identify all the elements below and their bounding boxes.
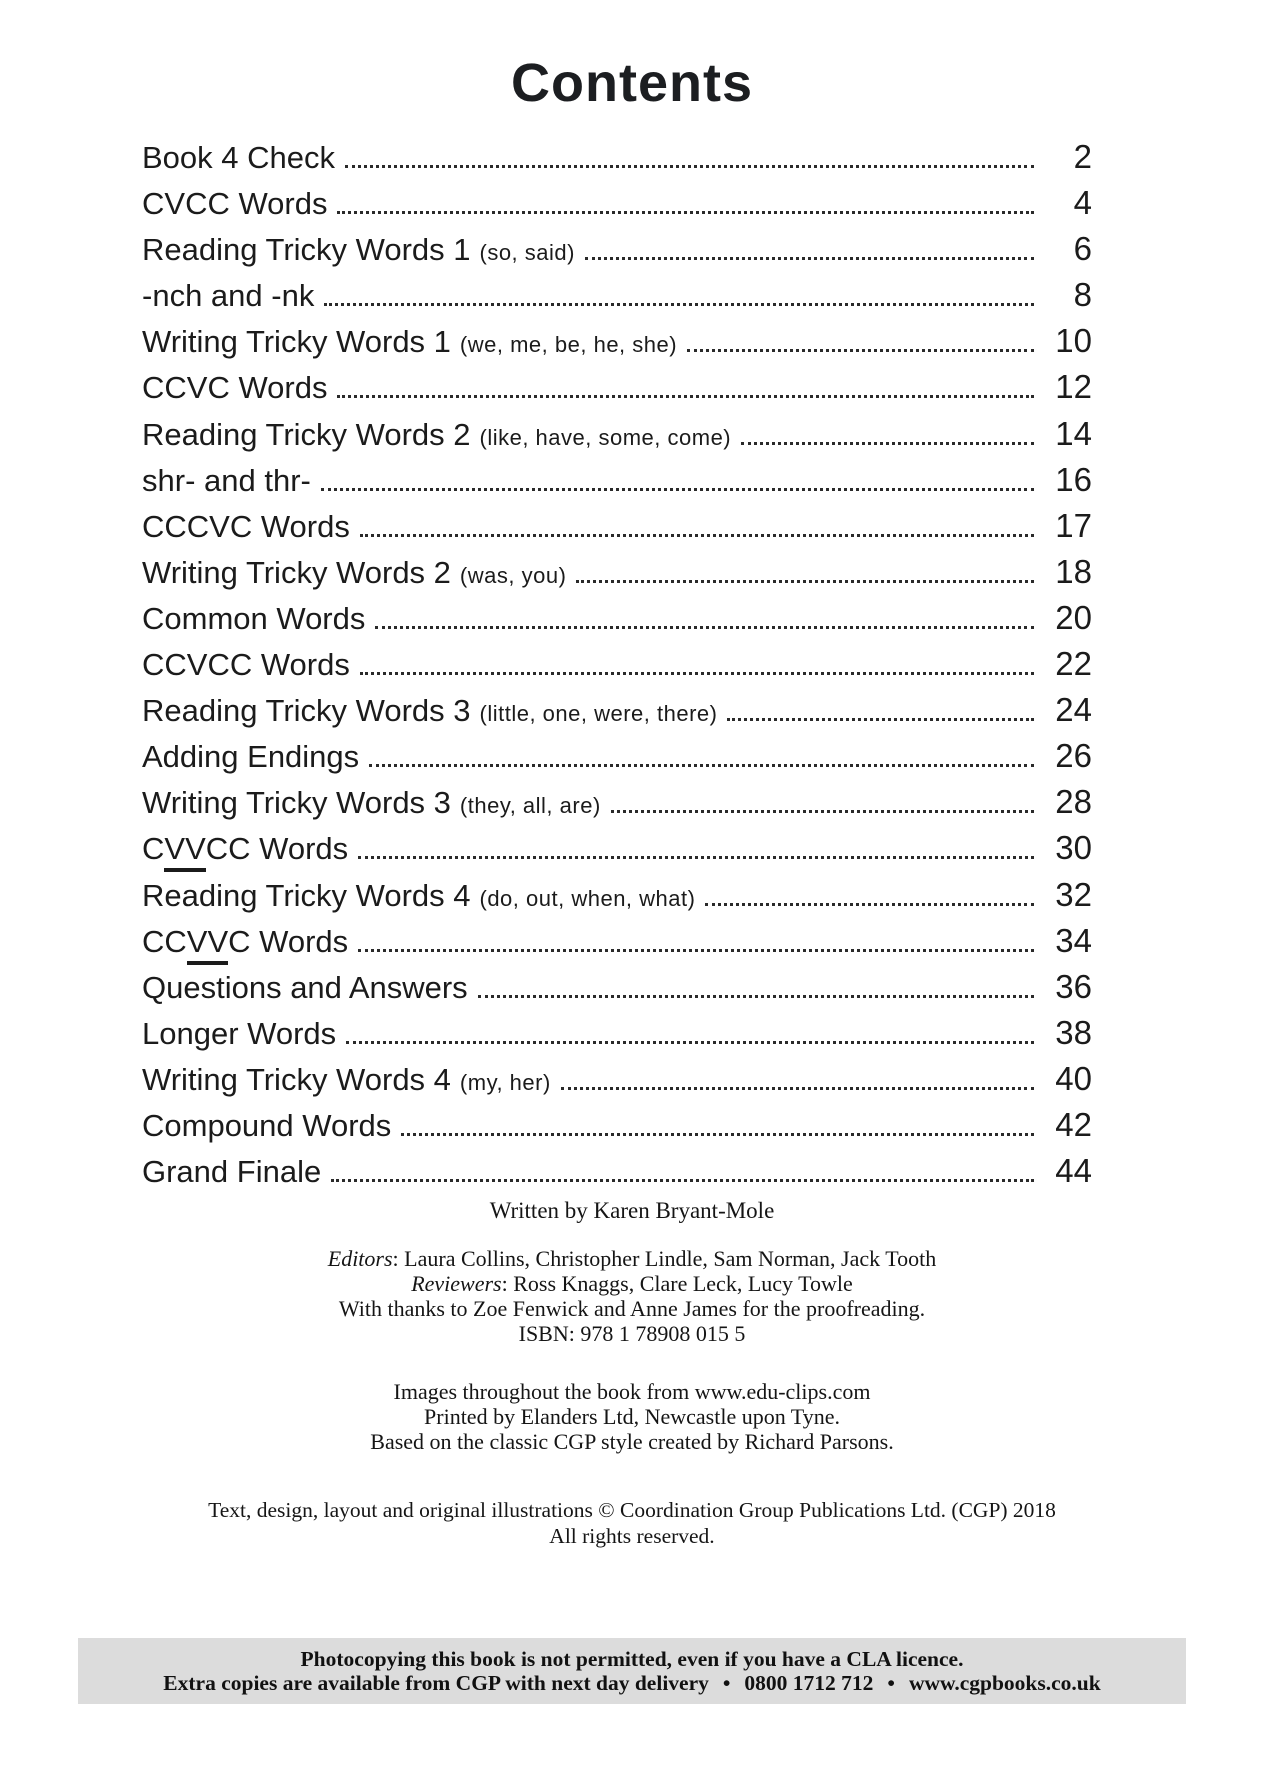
- toc-entry-label: [142, 186, 327, 222]
- toc-entry-label: [142, 1016, 336, 1052]
- dotted-leader: [369, 740, 1034, 767]
- toc-row: [142, 645, 1092, 691]
- toc-entry-note: (little, one, were, there): [479, 701, 718, 727]
- reviewers-names: : Ross Knaggs, Clare Leck, Lucy Towle: [501, 1271, 853, 1297]
- dotted-leader: [687, 325, 1034, 352]
- dotted-leader: [337, 187, 1034, 214]
- thanks-line: With thanks to Zoe Fenwick and Anne James for the proofreading.: [338, 1296, 926, 1322]
- toc-row: [142, 1152, 1092, 1198]
- toc-row: [142, 368, 1092, 414]
- editors-label: Editors: [327, 1246, 393, 1272]
- toc-row: [142, 461, 1092, 507]
- dotted-leader: [346, 1017, 1034, 1044]
- toc-row: [142, 230, 1092, 276]
- toc-page-number: 38: [1055, 1013, 1092, 1051]
- toc-entry-pre: C: [142, 831, 165, 867]
- toc-entry-pre: Grand Finale: [142, 1154, 322, 1190]
- credits-section: [0, 1198, 1264, 1549]
- toc-page-number: 6: [1073, 230, 1092, 268]
- toc-page-number: 8: [1073, 276, 1092, 314]
- printed-line: Printed by Elanders Ltd, Newcastle upon Tyne.: [424, 1404, 840, 1430]
- toc-row: [142, 599, 1092, 645]
- toc-page-number: 20: [1055, 598, 1092, 636]
- toc-row: [142, 1106, 1092, 1152]
- toc-entry-label: [142, 878, 695, 914]
- dotted-leader: [727, 694, 1034, 721]
- toc-entry-pre: CCVC Words: [142, 370, 328, 406]
- toc-row: [142, 829, 1092, 875]
- toc-entry-underlined: VV: [164, 831, 205, 872]
- toc-page-number: 10: [1055, 322, 1092, 360]
- toc-row: [142, 737, 1092, 783]
- toc-entry-label: [142, 140, 335, 176]
- toc-entry-post: CC Words: [205, 831, 349, 867]
- phone-number: 0800 1712 712: [744, 1670, 874, 1695]
- dotted-leader: [585, 233, 1034, 260]
- toc-entry-pre: Questions and Answers: [142, 969, 468, 1005]
- toc-entry-pre: Writing Tricky Words 1: [142, 324, 451, 360]
- toc-page-number: 24: [1055, 691, 1092, 729]
- toc-row: [142, 922, 1092, 968]
- dotted-leader: [345, 141, 1034, 168]
- toc-entry-note: (they, all, are): [459, 793, 601, 819]
- rights-line: All rights reserved.: [549, 1524, 715, 1549]
- toc-entry-label: [142, 232, 575, 268]
- toc-entry-label: [142, 278, 314, 314]
- based-line: Based on the classic CGP style created by Richard Parsons.: [370, 1429, 894, 1455]
- copyright-block: [0, 1497, 1264, 1549]
- toc-entry-underlined: VV: [187, 924, 228, 965]
- dotted-leader: [360, 510, 1034, 537]
- toc-entry-label: [142, 370, 327, 406]
- toc-page-number: 17: [1055, 506, 1092, 544]
- toc-entry-label: [142, 417, 731, 453]
- author-line: Written by Karen Bryant-Mole: [489, 1198, 775, 1224]
- toc-entry-label: [142, 1062, 551, 1098]
- website: www.cgpbooks.co.uk: [908, 1670, 1101, 1695]
- toc-entry-pre: CCVCC Words: [142, 647, 350, 683]
- toc-entry-label: [142, 509, 350, 545]
- toc-entry-pre: CCCVC Words: [142, 508, 350, 544]
- toc-page-number: 12: [1055, 368, 1092, 406]
- toc-entry-note: (my, her): [459, 1069, 551, 1095]
- toc-page-number: 34: [1055, 921, 1092, 959]
- dotted-leader: [401, 1109, 1034, 1136]
- dotted-leader: [375, 602, 1034, 629]
- reviewers-line: [0, 1271, 1264, 1296]
- toc-entry-pre: Reading Tricky Words 1: [142, 232, 471, 268]
- dotted-leader: [358, 832, 1034, 859]
- toc-entry-pre: Reading Tricky Words 4: [142, 877, 471, 913]
- toc-page-number: 2: [1073, 138, 1092, 175]
- toc-row: [142, 783, 1092, 829]
- toc-row: [142, 968, 1092, 1014]
- toc-page-number: 26: [1055, 737, 1092, 775]
- production-block: [0, 1379, 1264, 1454]
- toc-entry-label: [142, 785, 601, 821]
- dotted-leader: [324, 279, 1034, 306]
- toc-entry-label: [142, 831, 348, 867]
- copies-line: [78, 1672, 1186, 1695]
- toc-entry-label: [142, 1108, 391, 1144]
- toc-row: [142, 184, 1092, 230]
- toc-entry-pre: CC: [142, 923, 187, 959]
- toc-entry-pre: Reading Tricky Words 3: [142, 693, 471, 729]
- toc-entry-pre: Writing Tricky Words 3: [142, 785, 451, 821]
- toc-entry-pre: Adding Endings: [142, 739, 360, 775]
- toc-page-number: 32: [1055, 875, 1092, 913]
- toc-row: [142, 553, 1092, 599]
- toc-page-number: 4: [1073, 184, 1092, 222]
- toc-entry-pre: shr- and thr-: [142, 462, 311, 498]
- toc-entry-label: [142, 693, 717, 729]
- toc-row: [142, 415, 1092, 461]
- toc-page-number: 22: [1055, 645, 1092, 683]
- toc-page-number: 44: [1055, 1152, 1092, 1190]
- toc-page-number: 16: [1055, 460, 1092, 498]
- dotted-leader: [576, 556, 1034, 583]
- toc-row: [142, 691, 1092, 737]
- bullet-separator: •: [887, 1670, 895, 1695]
- copies-text: Extra copies are available from CGP with next day delivery: [163, 1670, 709, 1695]
- toc-entry-note: (like, have, some, come): [479, 424, 732, 450]
- photocopy-notice-box: [78, 1638, 1186, 1704]
- toc-row: [142, 1060, 1092, 1106]
- toc-page-number: 42: [1055, 1105, 1092, 1143]
- toc-page-number: 18: [1055, 552, 1092, 590]
- toc-entry-label: [142, 555, 566, 591]
- toc-page-number: 28: [1055, 783, 1092, 821]
- toc-entry-pre: Compound Words: [142, 1107, 392, 1143]
- toc-row: [142, 876, 1092, 922]
- toc-page-number: 30: [1055, 829, 1092, 867]
- toc-entry-label: [142, 647, 350, 683]
- toc-entry-label: [142, 970, 468, 1006]
- editors-names: : Laura Collins, Christopher Lindle, Sam Norman, Jack Tooth: [392, 1246, 937, 1272]
- dotted-leader: [561, 1063, 1034, 1090]
- toc-entry-pre: Writing Tricky Words 4: [142, 1061, 451, 1097]
- dotted-leader: [331, 1155, 1034, 1182]
- toc-row: [142, 1014, 1092, 1060]
- dotted-leader: [321, 463, 1034, 490]
- toc-entry-note: (was, you): [459, 562, 567, 588]
- toc-entry-post: C Words: [228, 923, 349, 959]
- toc-page-number: 14: [1055, 414, 1092, 452]
- toc-entry-label: [142, 739, 359, 775]
- toc-row: [142, 322, 1092, 368]
- toc-entry-pre: Longer Words: [142, 1015, 337, 1051]
- dotted-leader: [478, 971, 1034, 998]
- dotted-leader: [705, 878, 1034, 905]
- toc-entry-label: [142, 324, 677, 360]
- toc-entry-pre: Reading Tricky Words 2: [142, 416, 471, 452]
- toc-page-number: 36: [1055, 967, 1092, 1005]
- copyright-line: Text, design, layout and original illustrations © Coordination Group Publications Ltd. (CGP) 2018: [208, 1498, 1056, 1523]
- toc-row: [142, 507, 1092, 553]
- toc-entry-label: [142, 463, 311, 499]
- toc-page-number: 40: [1055, 1059, 1092, 1097]
- dotted-leader: [360, 648, 1034, 675]
- toc-entry-note: (do, out, when, what): [479, 885, 696, 911]
- reviewers-label: Reviewers: [411, 1271, 502, 1297]
- dotted-leader: [741, 417, 1034, 444]
- page-title: Contents: [511, 53, 753, 113]
- isbn-line: ISBN: 978 1 78908 015 5: [518, 1321, 746, 1347]
- photocopy-line: Photocopying this book is not permitted, even if you have a CLA licence.: [300, 1646, 964, 1671]
- toc-entry-label: [142, 924, 348, 960]
- toc-entry-note: (so, said): [479, 240, 575, 266]
- bullet-separator: •: [722, 1670, 731, 1695]
- toc-entry-pre: Writing Tricky Words 2: [142, 554, 451, 590]
- toc-entry-pre: Common Words: [142, 600, 366, 636]
- editors-block: [0, 1246, 1264, 1346]
- images-line: Images throughout the book from www.edu-clips.com: [393, 1379, 871, 1405]
- dotted-leader: [358, 924, 1034, 951]
- toc-entry-pre: -nch and -nk: [142, 278, 315, 314]
- editors-line: [0, 1246, 1264, 1271]
- toc-entry-note: (we, me, be, he, she): [459, 332, 678, 358]
- toc-row: [142, 138, 1092, 184]
- toc-entry-pre: CVCC Words: [142, 186, 328, 222]
- dotted-leader: [611, 786, 1034, 813]
- toc-row: [142, 276, 1092, 322]
- toc-entry-pre: Book 4 Check: [142, 140, 335, 175]
- toc-list: [0, 138, 1264, 1198]
- dotted-leader: [337, 371, 1034, 398]
- toc-entry-label: [142, 601, 365, 637]
- toc-entry-label: [142, 1154, 321, 1190]
